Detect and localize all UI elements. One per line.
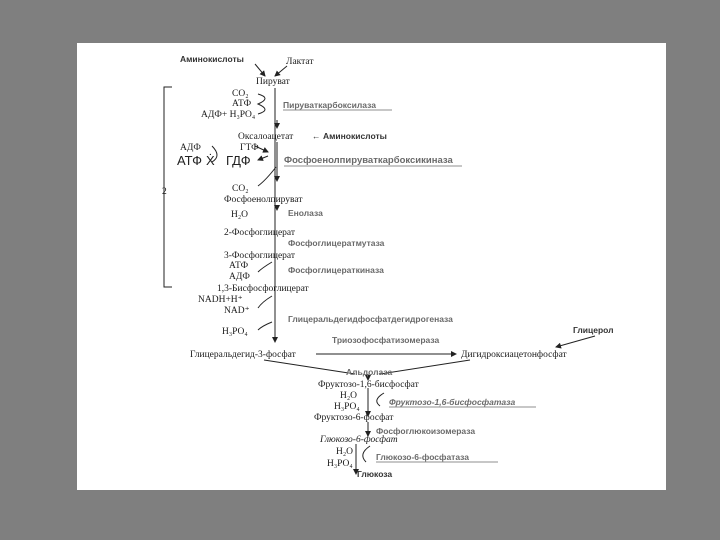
label-g3p: Глицеральдегид-3-фосфат	[190, 350, 296, 360]
label-adp-3: АДФ	[229, 272, 250, 282]
enzyme-pyruvate-carboxylase: Пируваткарбоксилаза	[283, 100, 376, 110]
label-atp-2: АТФ	[177, 153, 203, 168]
enzyme-pgk: Фосфоглицераткиназа	[288, 265, 384, 275]
label-g6p: Глюкозо-6-фосфат	[320, 435, 398, 445]
label-13bpg: 1,3-Бисфосфоглицерат	[217, 284, 309, 294]
arrow-aminoacids	[255, 64, 265, 76]
arrow-left-glyph: ←	[312, 131, 321, 141]
label-3pg: 3-Фосфоглицерат	[224, 251, 296, 261]
label-phosphate-2: H₃PO₄	[222, 327, 248, 337]
enzyme-fbpase: Фруктозо-1,6-бисфосфатаза	[389, 397, 516, 407]
enzyme-gapdh: Глицеральдегидфосфатдегидрогеназа	[288, 314, 453, 324]
curve-co2-release	[258, 167, 276, 186]
glycerol-arrow	[556, 336, 595, 347]
label-atp-3: АТФ	[229, 261, 249, 271]
label-adp-phosphate-1: АДФ+ H₃PO₄	[201, 110, 256, 120]
curve-co2-atp	[258, 94, 265, 114]
label-h2o-1: H₂O	[231, 210, 249, 220]
curve-fbpase	[377, 393, 384, 406]
label-pyruvate: Пируват	[256, 77, 290, 87]
label-h2o-3: H₂O	[336, 447, 354, 457]
arrow-lactate	[275, 66, 287, 76]
curve-phosphate	[258, 322, 272, 330]
label-aminoacids-2: Аминокислоты	[323, 131, 387, 141]
curve-atp-adp	[258, 262, 272, 272]
label-nad: NAD⁺	[224, 306, 250, 316]
enzyme-g6pase: Глюкозо-6-фосфатаза	[376, 452, 470, 462]
bracket-label: 2	[162, 187, 167, 197]
label-co2-1: CO₂	[232, 89, 249, 99]
label-aminoacids-top: Аминокислоты	[180, 54, 244, 64]
label-oxaloacetate: Оксалоацетат	[238, 132, 294, 142]
label-gtp: ГТФ	[240, 143, 259, 153]
label-h2o-2: H₂O	[340, 391, 358, 401]
label-phosphate-4: H₃PO₄	[327, 459, 353, 469]
aldolase-left	[264, 360, 355, 374]
label-dhap: Дигидроксиацетонфосфат	[461, 350, 567, 360]
label-pep: Фосфоенолпируват	[224, 195, 303, 205]
enzyme-tpi: Триозофосфатизомераза	[332, 335, 440, 345]
label-2pg: 2-Фосфоглицерат	[224, 228, 296, 238]
label-adp-2: АДФ	[180, 143, 201, 153]
label-gdp: ГДФ	[226, 153, 251, 168]
label-glycerol: Глицерол	[573, 325, 614, 335]
label-atp-1: АТФ	[232, 99, 252, 109]
label-phosphate-3: H₃PO₄	[334, 402, 360, 412]
label-co2-2: CO₂	[232, 184, 249, 194]
label-lactate: Лактат	[286, 57, 314, 67]
enzyme-enolase: Енолаза	[288, 208, 323, 218]
curve-g6pase	[363, 446, 370, 462]
enzyme-pgm: Фосфоглицератмутаза	[288, 238, 385, 248]
label-f16bp: Фруктозо-1,6-бисфосфат	[318, 380, 419, 390]
label-nadh: NADH+H⁺	[198, 295, 243, 305]
label-glucose: Глюкоза	[357, 469, 393, 479]
label-f6p: Фруктозо-6-фосфат	[314, 413, 394, 423]
cross-glyph: Ẋ	[206, 153, 215, 168]
enzyme-aldolase: Альдолаза	[346, 367, 393, 377]
curve-nadh	[258, 296, 272, 308]
aldolase-right	[380, 360, 470, 374]
enzyme-pepck: Фосфоенолпируваткарбоксикиназа	[284, 155, 453, 166]
enzyme-pgi: Фосфоглюкоизомераза	[376, 426, 476, 436]
